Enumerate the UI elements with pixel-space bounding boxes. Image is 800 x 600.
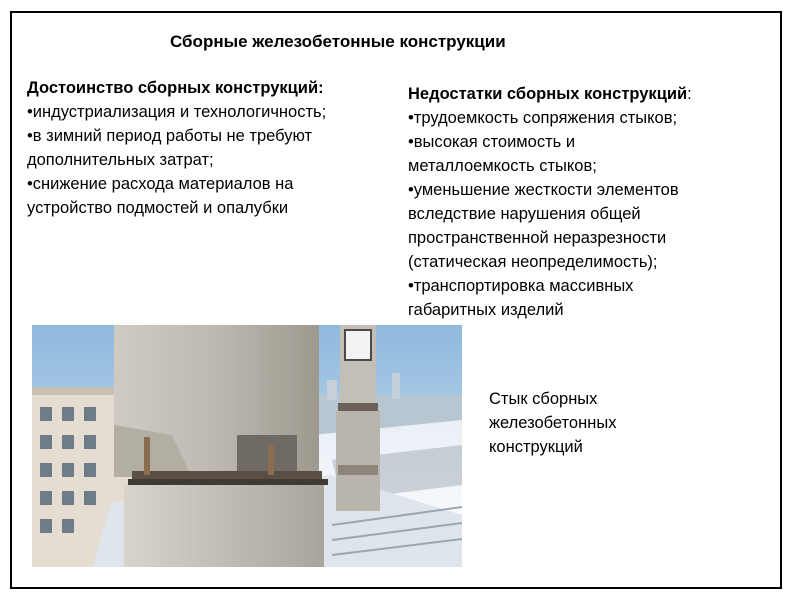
slide-title: Сборные железобетонные конструкции: [170, 32, 506, 51]
disadvantages-block: [408, 82, 768, 322]
advantage-item: •индустриализация и технологичность;: [27, 103, 327, 121]
advantages-block: [27, 76, 397, 220]
disadvantages-heading: Недостатки сборных конструкций: [408, 85, 688, 103]
disadvantage-item: •трудоемкость сопряжения стыков;: [408, 109, 678, 127]
disadvantages-heading-wrap: [408, 82, 768, 106]
joint-photo: [32, 325, 462, 567]
advantages-heading: Достоинство сборных конструкций:: [27, 79, 324, 97]
photo-caption: Стык сборных железобетонных конструкций: [489, 390, 617, 456]
disadvantage-item: •транспортировка массивных габаритных изделий: [408, 277, 634, 319]
advantage-item: •снижение расхода материалов на устройство подмостей и опалубки: [27, 175, 294, 217]
advantage-item: •в зимний период работы не требуют дополнительных затрат;: [27, 127, 313, 169]
joint-photo-illustration: [32, 325, 462, 567]
disadvantage-item: •высокая стоимость и металлоемкость стыков;: [408, 133, 597, 175]
disadvantage-item: •уменьшение жесткости элементов вследствие нарушения общей пространственной неразрезности (статическая неопределимость);: [408, 181, 679, 271]
disadvantages-heading-colon: :: [687, 85, 692, 103]
